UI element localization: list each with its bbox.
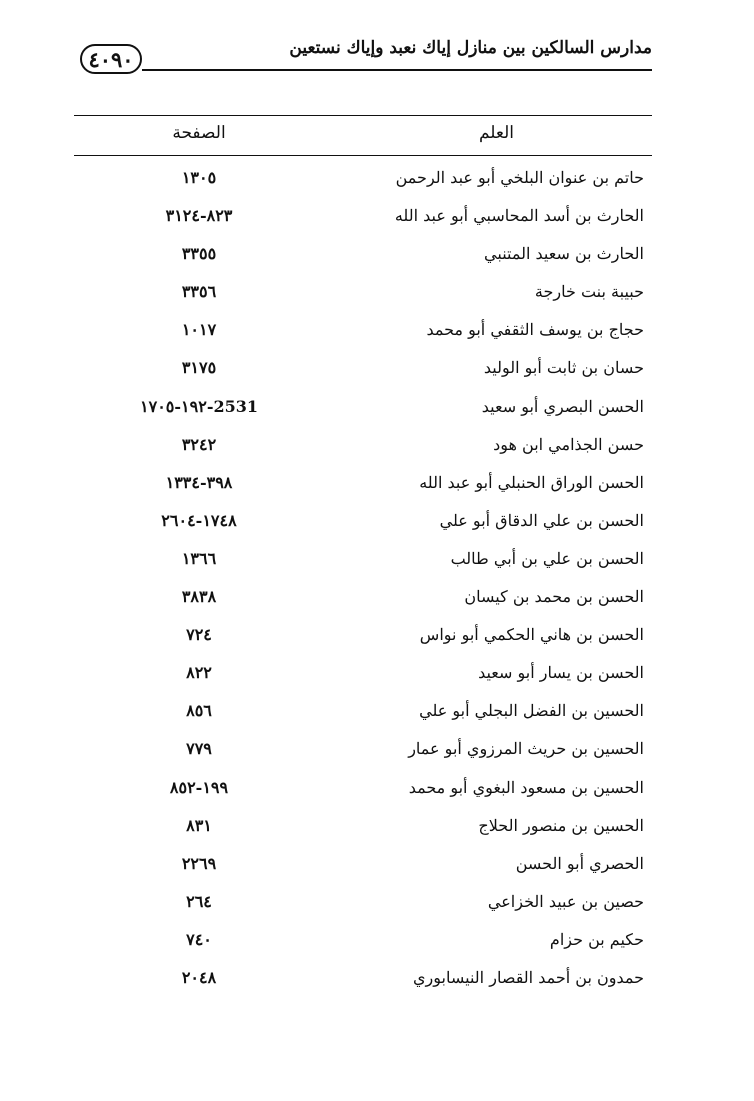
- row-name: حسن الجذامي ابن هود: [493, 434, 644, 454]
- row-name: الحسين بن الفضل البجلي أبو علي: [419, 701, 644, 721]
- table-row: [74, 274, 652, 312]
- page-number: ٤٠٩٠: [80, 44, 142, 74]
- row-pages: ٨٣١: [186, 815, 212, 835]
- row-pages: ١٩٢-١٧٠٥-2531: [140, 396, 258, 416]
- row-name: الحارث بن أسد المحاسبي أبو عبد الله: [394, 206, 644, 226]
- table-header: [74, 115, 652, 156]
- table-row: [74, 579, 652, 617]
- row-pages: ٧٤٠: [186, 929, 212, 949]
- table-row: [74, 503, 652, 541]
- row-pages: ٧٢٤: [186, 625, 212, 645]
- table-rows: [74, 160, 652, 998]
- row-pages: ٢٦٤: [186, 891, 212, 911]
- row-pages: ٢٢٦٩: [181, 853, 217, 873]
- column-header-page: الصفحة: [172, 123, 226, 143]
- row-name: الحسن بن علي بن أبي طالب: [450, 548, 644, 568]
- row-pages: ٣١٧٥: [181, 358, 217, 378]
- table-row: [74, 198, 652, 236]
- row-pages: ٣٢٤٢: [181, 434, 217, 454]
- row-name: حصين بن عبيد الخزاعي: [487, 891, 644, 911]
- index-table: [74, 115, 652, 998]
- row-pages: ٣٣٥٦: [181, 282, 217, 302]
- column-header-name: العلم: [478, 123, 514, 143]
- table-row: [74, 884, 652, 922]
- book-title: مدارس السالكين بين منازل إياك نعبد وإياك نستعين: [289, 38, 652, 58]
- row-pages: ١٩٩-٨٥٢: [169, 777, 229, 797]
- row-pages: ٣٩٨-١٣٣٤: [165, 472, 233, 492]
- row-name: الحسن بن علي الدقاق أبو علي: [439, 510, 644, 530]
- row-pages: ١٠١٧: [181, 320, 217, 340]
- row-name: حاتم بن عنوان البلخي أبو عبد الرحمن: [395, 168, 644, 187]
- row-name: حسان بن ثابت أبو الوليد: [483, 358, 644, 378]
- row-name: حمدون بن أحمد القصار النيسابوري: [413, 967, 644, 987]
- table-row: [74, 693, 652, 731]
- row-name: حجاج بن يوسف الثقفي أبو محمد: [426, 320, 644, 340]
- page-header: [78, 38, 652, 82]
- table-row: [74, 541, 652, 579]
- row-pages: ١٣٠٥: [181, 168, 217, 187]
- row-name: الحسين بن منصور الحلاج: [478, 815, 644, 835]
- table-row: [74, 731, 652, 769]
- table-row: [74, 160, 652, 198]
- row-name: حبيبة بنت خارجة: [534, 282, 644, 302]
- row-pages: ٢٠٤٨: [181, 967, 217, 987]
- row-name: الحسين بن مسعود البغوي أبو محمد: [408, 777, 644, 797]
- row-name: الحسن بن يسار أبو سعيد: [478, 663, 644, 683]
- row-pages: ٣٨٣٨: [181, 587, 217, 607]
- row-pages: ٣٣٥٥: [181, 244, 217, 264]
- row-pages: ١٣٦٦: [181, 548, 217, 568]
- table-row: [74, 808, 652, 846]
- row-name: الحسين بن حريث المرزوي أبو عمار: [408, 739, 644, 759]
- table-row: [74, 236, 652, 274]
- header-rule: [142, 69, 652, 71]
- row-pages: ٨٢٣-٣١٢٤: [165, 206, 233, 226]
- table-row: [74, 655, 652, 693]
- table-row: [74, 617, 652, 655]
- table-row: [74, 389, 652, 427]
- row-name: الحصري أبو الحسن: [515, 853, 644, 873]
- row-name: الحسن بن محمد بن كيسان: [464, 587, 644, 607]
- row-name: الحسن بن هاني الحكمي أبو نواس: [419, 625, 644, 645]
- table-row: [74, 960, 652, 998]
- table-row: [74, 846, 652, 884]
- row-name: حكيم بن حزام: [549, 929, 644, 949]
- table-row: [74, 350, 652, 388]
- row-pages: ١٧٤٨-٢٦٠٤: [161, 510, 237, 530]
- row-name: الحارث بن سعيد المتنبي: [484, 244, 644, 264]
- row-name: الحسن البصري أبو سعيد: [481, 396, 644, 416]
- table-row: [74, 770, 652, 808]
- row-pages: ٨٢٢: [186, 663, 212, 683]
- row-pages: ٧٧٩: [186, 739, 212, 759]
- table-row: [74, 312, 652, 350]
- row-pages: ٨٥٦: [186, 701, 212, 721]
- table-row: [74, 427, 652, 465]
- table-row: [74, 922, 652, 960]
- row-name: الحسن الوراق الحنبلي أبو عبد الله: [419, 472, 644, 492]
- table-row: [74, 465, 652, 503]
